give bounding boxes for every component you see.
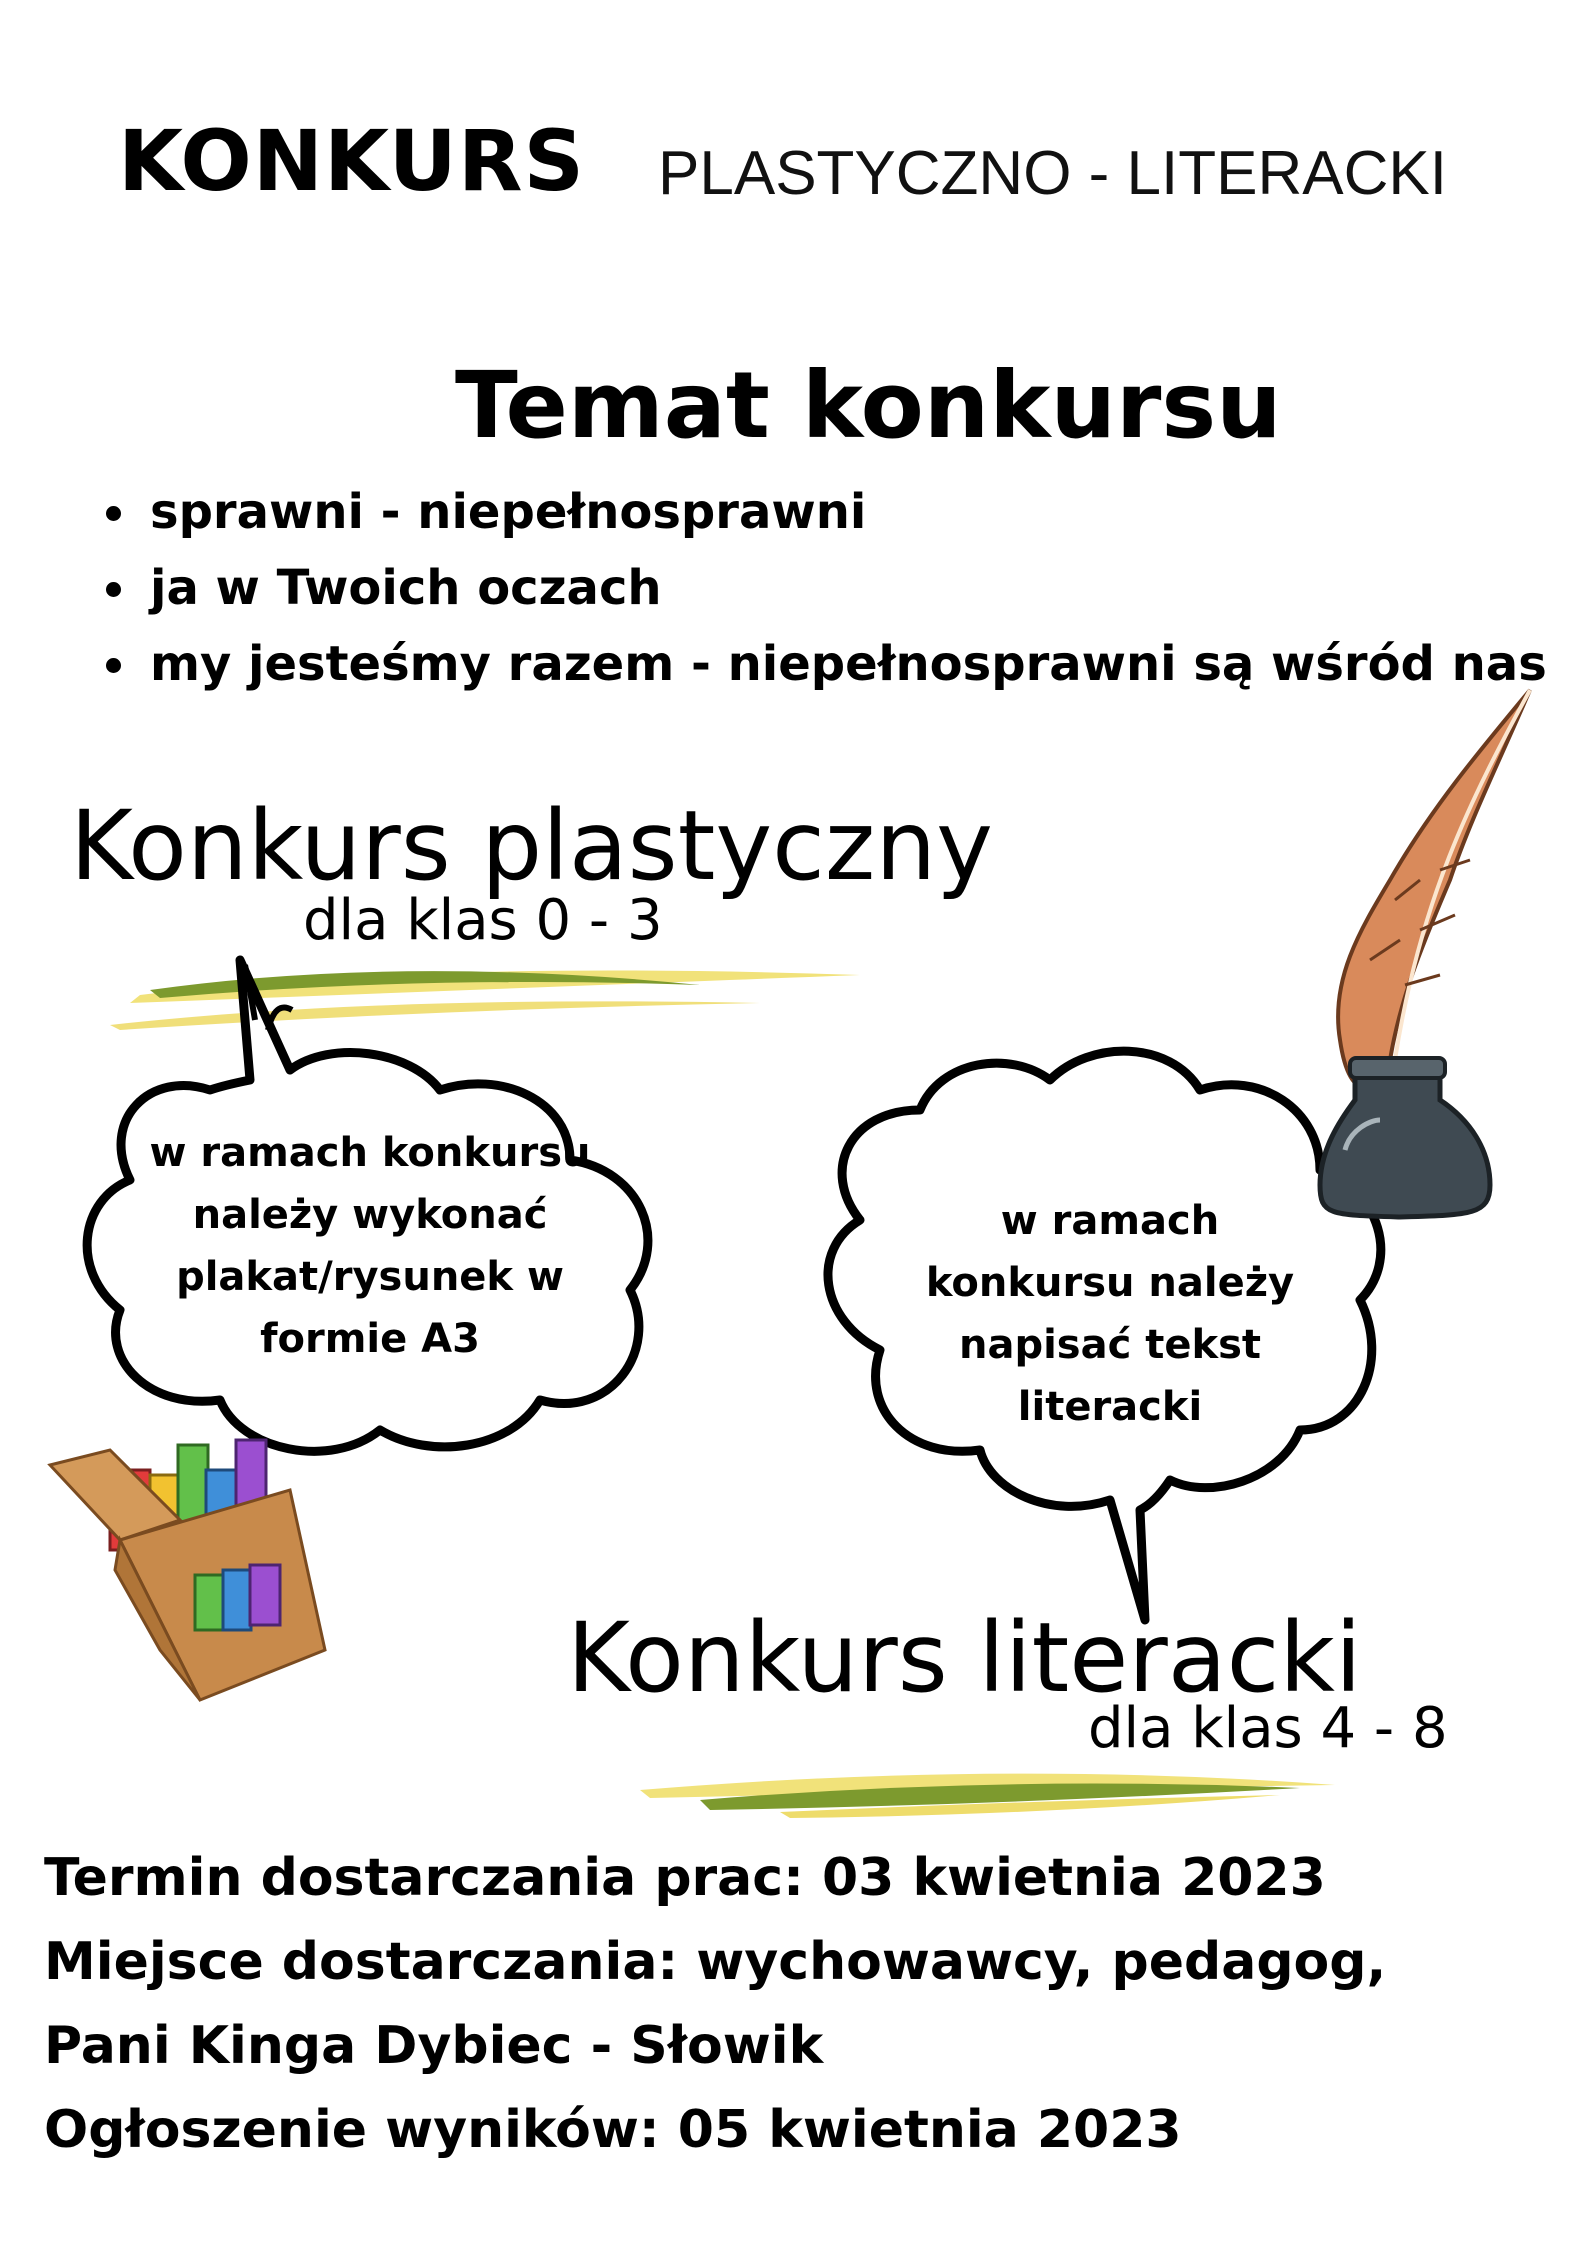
poster-subtitle: PLASTYCZNO - LITERACKI — [658, 139, 1447, 208]
art-contest-title: Konkurs plastyczny — [70, 790, 993, 902]
brush-stroke-top — [110, 971, 860, 1031]
inkwell-icon — [1320, 1058, 1490, 1217]
topic-item: ja w Twoich oczach — [100, 550, 1547, 626]
poster-title: KONKURS — [118, 112, 586, 210]
literary-contest-classes: dla klas 4 - 8 — [1088, 1696, 1448, 1761]
deadline-text: Termin dostarczania prac: 03 kwietnia 2023 — [44, 1848, 1326, 1908]
literary-bubble-text: w ramach konkursu należy napisać tekst literacki — [925, 1198, 1295, 1430]
theme-heading: Temat konkursu — [455, 352, 1282, 459]
place-text-line1: Miejsce dostarczania: wychowawcy, pedagog, — [44, 1932, 1387, 1992]
topic-item: my jesteśmy razem - niepełnosprawni są wśród nas — [100, 626, 1547, 702]
place-text-line2: Pani Kinga Dybiec - Słowik — [44, 2016, 824, 2076]
brush-stroke-bottom — [640, 1774, 1335, 1818]
literary-contest-title: Konkurs literacki — [567, 1602, 1362, 1714]
crayon-box-icon — [50, 1440, 325, 1700]
art-bubble-text: w ramach konkursu należy wykonać plakat/rysunek w formie A3 — [149, 1130, 591, 1362]
art-contest-classes: dla klas 0 - 3 — [303, 888, 663, 953]
topic-item: sprawni - niepełnosprawni — [100, 474, 1547, 550]
results-text: Ogłoszenie wyników: 05 kwietnia 2023 — [44, 2100, 1182, 2160]
